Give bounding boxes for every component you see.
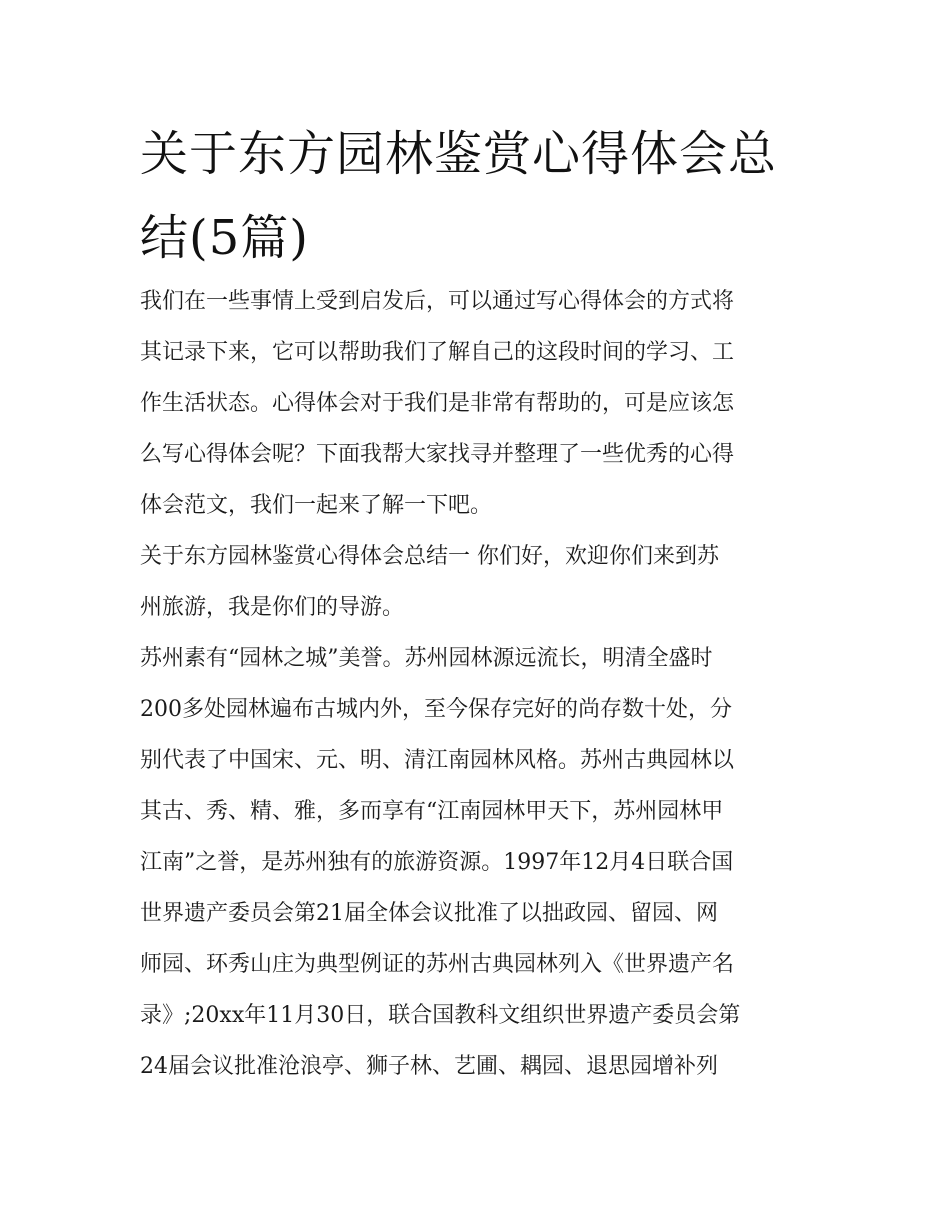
body-line-10: 别代表了中国宋、元、明、清江南园林风格。苏州古典园林以 [140, 748, 735, 773]
body-line-15: 录》;20xx年11月30日，联合国教科文组织世界遗产委员会第 [140, 1003, 741, 1028]
body-line-3: 作生活状态。心得体会对于我们是非常有帮助的，可是应该怎 [140, 391, 735, 416]
body-line-2: 其记录下来，它可以帮助我们了解自己的这段时间的学习、工 [140, 340, 735, 365]
body-line-5: 体会范文，我们一起来了解一下吧。 [140, 493, 493, 518]
body-line-8: 苏州素有“园林之城”美誉。苏州园林源远流长，明清全盛时 [140, 646, 713, 671]
body-line-16: 24届会议批准沧浪亭、狮子林、艺圃、耦园、退思园增补列 [140, 1054, 718, 1079]
body-line-14: 师园、环秀山庄为典型例证的苏州古典园林列入《世界遗产名 [140, 952, 735, 977]
body-line-9: 200多处园林遍布古城内外，至今保存完好的尚存数十处，分 [140, 697, 732, 722]
body-line-4: 么写心得体会呢？下面我帮大家找寻并整理了一些优秀的心得 [140, 442, 735, 467]
title-line-1: 关于东方园林鉴赏心得体会总 [140, 126, 778, 182]
body-line-13: 世界遗产委员会第21届全体会议批准了以拙政园、留园、网 [140, 901, 718, 926]
body-line-1: 我们在一些事情上受到启发后，可以通过写心得体会的方式将 [140, 289, 735, 314]
title-line-2: 结(5篇) [140, 210, 309, 266]
body-line-11: 其古、秀、精、雅，多而享有“江南园林甲天下，苏州园林甲 [140, 799, 724, 824]
body-line-12: 江南”之誉，是苏州独有的旅游资源。1997年12月4日联合国 [140, 850, 734, 875]
document-title [140, 112, 820, 280]
body-line-7: 州旅游，我是你们的导游。 [140, 595, 405, 620]
body-line-6: 关于东方园林鉴赏心得体会总结一 你们好，欢迎你们来到苏 [140, 544, 719, 569]
document-body [140, 276, 820, 1092]
